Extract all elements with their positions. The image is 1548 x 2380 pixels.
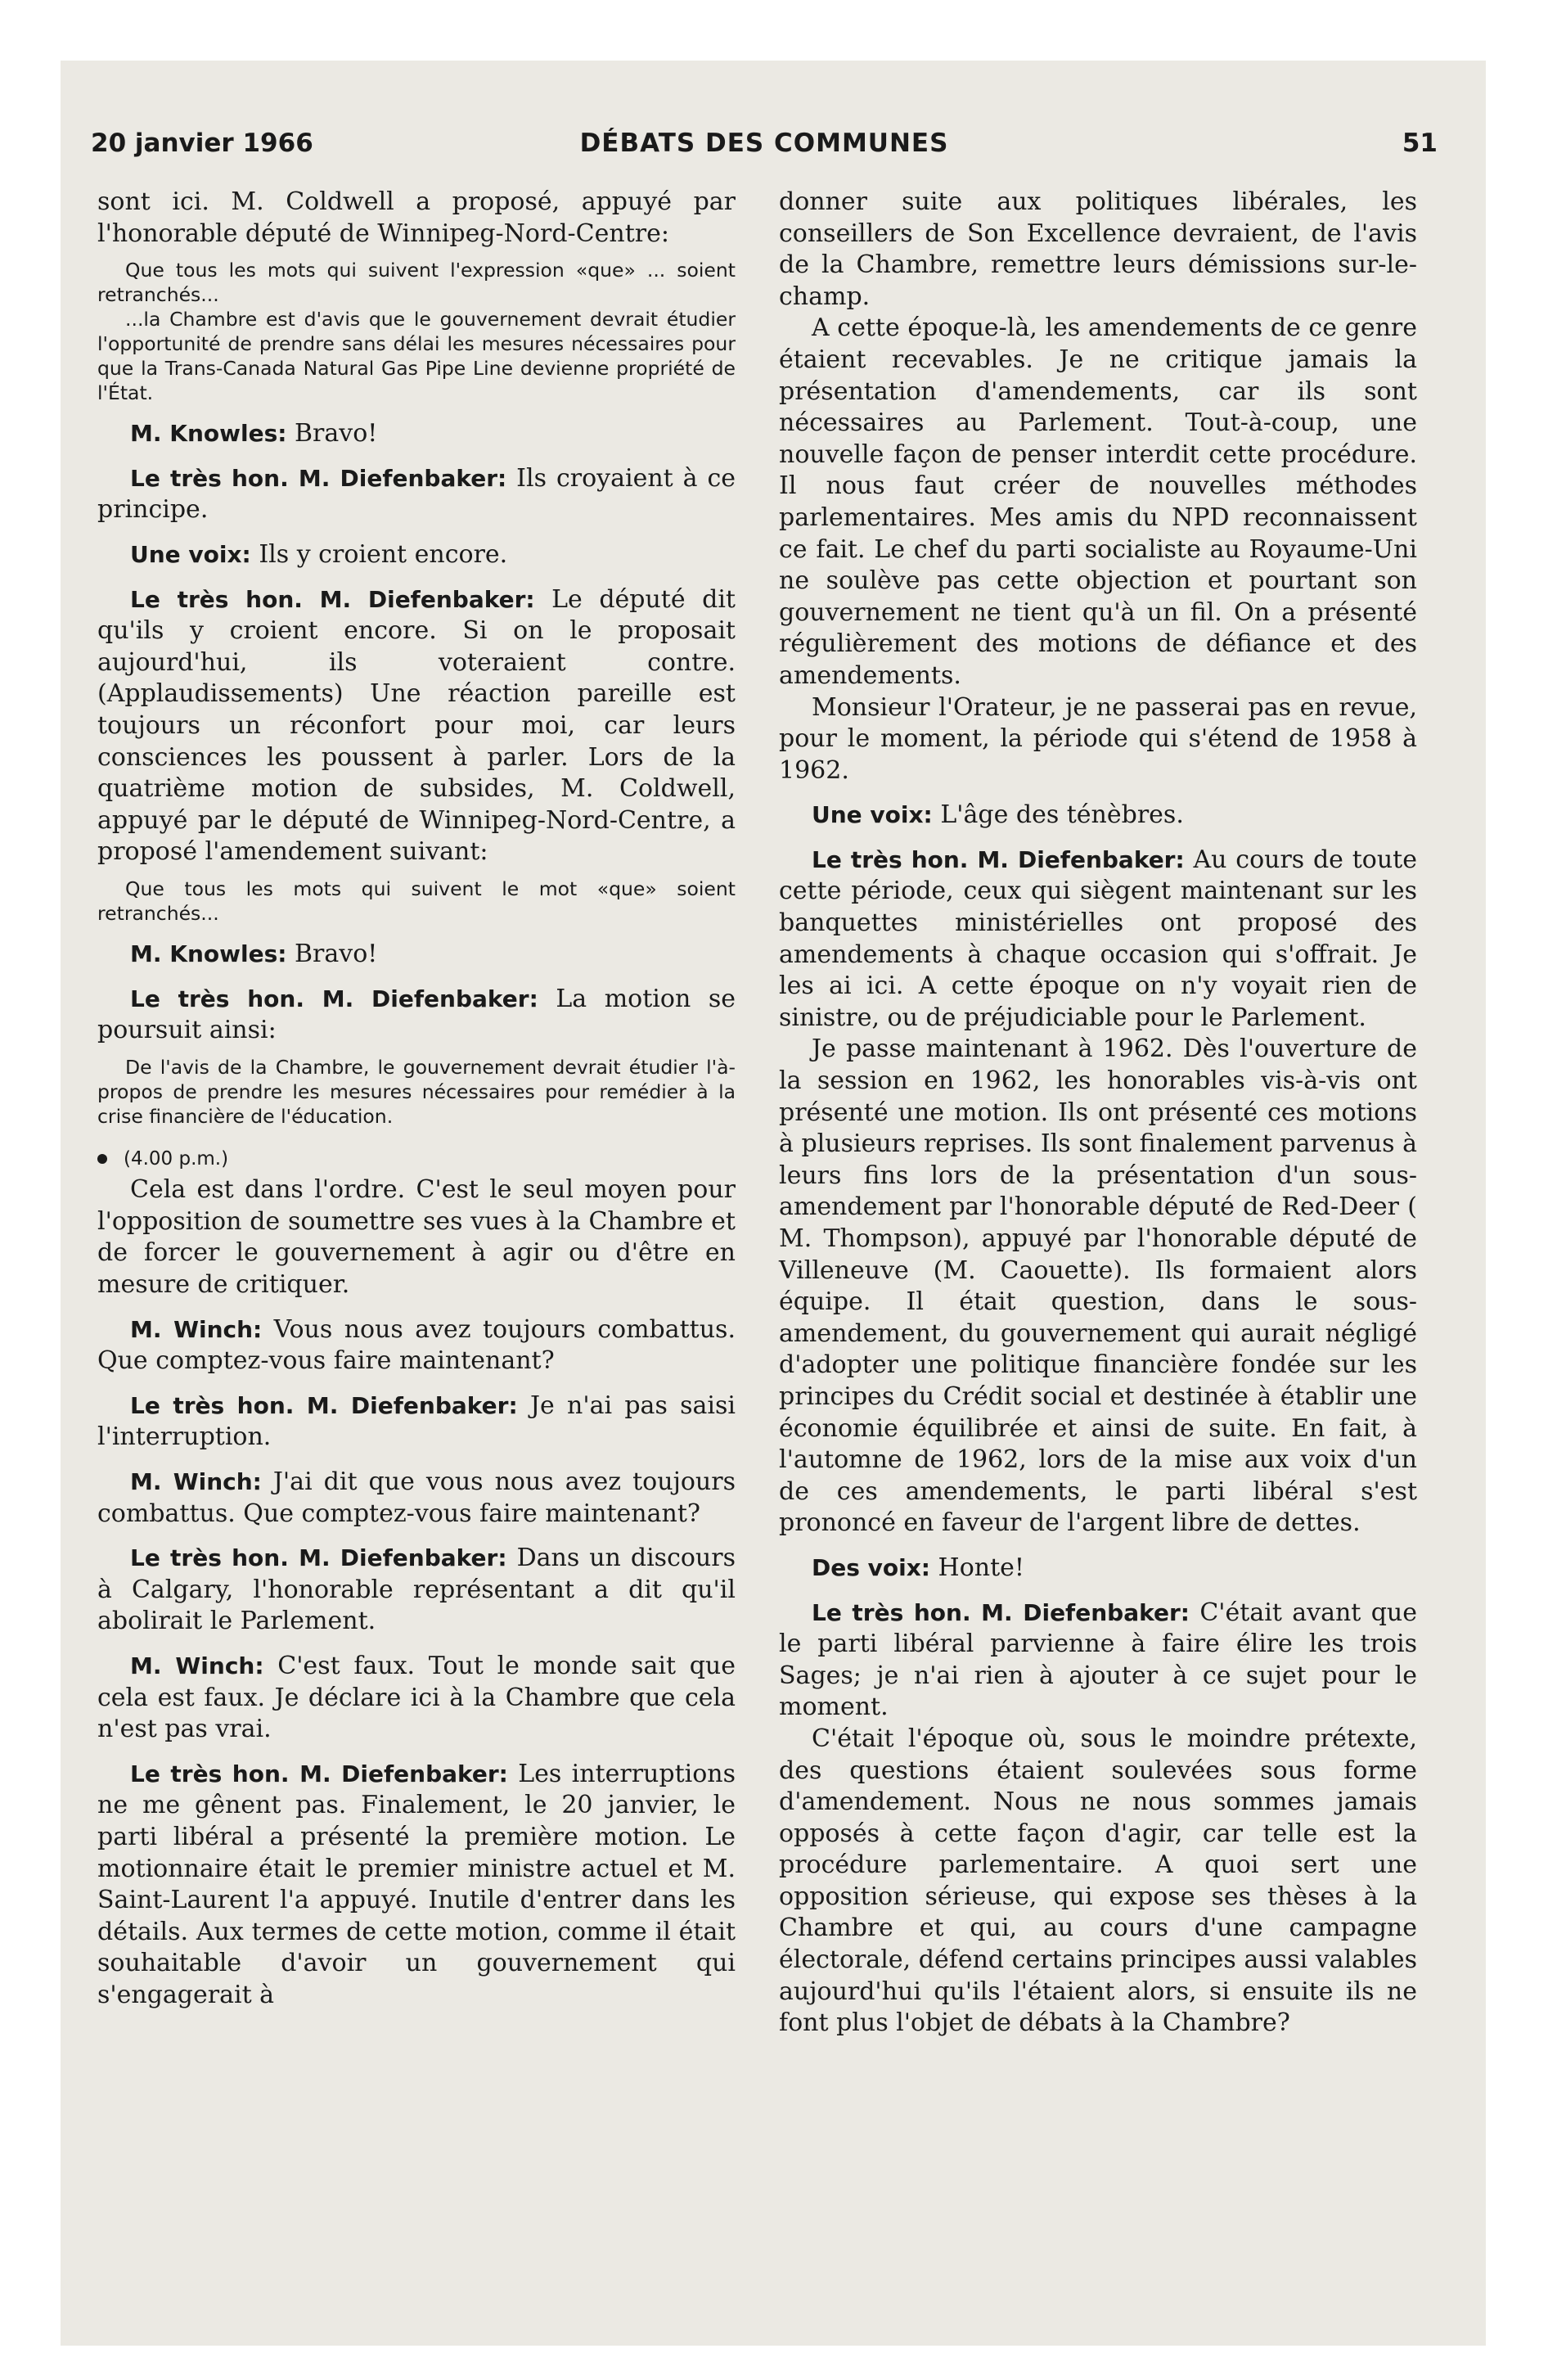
speaker-name: M. Winch:	[130, 1315, 263, 1343]
speech-paragraph	[97, 539, 736, 571]
speaker-name: Le très hon. M. Diefenbaker:	[130, 985, 538, 1012]
left-column	[97, 187, 736, 2012]
quote-paragraph: ...la Chambre est d'avis que le gouvernement devrait étudier l'opportunité de prendre sans délai les mesures nécessaires pour que la Trans-Canada Natural Gas Pipe Line devienne propriété de l'État.	[97, 308, 736, 405]
page-number: 51	[1402, 128, 1438, 158]
quote-paragraph: De l'avis de la Chambre, le gouvernement devrait étudier l'à-propos de prendre les mesures nécessaires pour remédier à la crise financière de l'éducation.	[97, 1055, 736, 1128]
speech-text: Honte!	[938, 1553, 1024, 1582]
speaker-name: Le très hon. M. Diefenbaker:	[812, 845, 1185, 873]
speech-paragraph	[97, 1543, 736, 1638]
time-text: (4.00 p.m.)	[124, 1147, 229, 1170]
speech-text: Dans un discours à Calgary, l'honorable représentant a dit qu'il abolirait le Parlement.	[97, 1544, 736, 1636]
speech-paragraph	[97, 1651, 736, 1746]
quoted-motion	[97, 1055, 736, 1129]
speech-text: Bravo!	[294, 939, 378, 968]
body-paragraph: Je passe maintenant à 1962. Dès l'ouverture de la session en 1962, les honorables vis-à-vis ont présenté une motion. Ils ont présenté ces motions à plusieurs reprises. Ils sont finalement parvenus à leurs fins lors de la présentation d'un sous-amendement par l'honorable député de Red-Deer ( M. Thompson), appuyé par l'honorable député de Villeneuve (M. Caouette). Ils formaient alors équipe. Il était question, dans le sous-amendement, du gouvernement qui aurait négligé d'adopter une politique financière fondée sur les principes du Crédit social et destinée à établir une économie équilibrée et ainsi de suite. En fait, à l'automne de 1962, lors de la mise aux voix d'un de ces amendements, le parti libéral s'est prononcé en faveur de l'argent libre de dettes.	[779, 1034, 1417, 1538]
speech-text: Bravo!	[294, 419, 378, 449]
speech-paragraph	[97, 1314, 736, 1377]
speech-text: C'est faux. Tout le monde sait que cela est faux. Je déclare ici à la Chambre que cela n'est pas vrai.	[97, 1652, 736, 1744]
body-paragraph: sont ici. M. Coldwell a proposé, appuyé par l'honorable député de Winnipeg-Nord-Centre:	[97, 187, 736, 248]
speaker-name: M. Knowles:	[130, 420, 287, 448]
speech-text: L'âge des ténèbres.	[940, 800, 1184, 830]
speech-paragraph	[97, 1391, 736, 1454]
speech-text: J'ai dit que vous nous avez toujours combattus. Que comptez-vous faire maintenant?	[97, 1467, 736, 1528]
speech-paragraph	[779, 845, 1417, 1034]
speaker-name: Le très hon. M. Diefenbaker:	[130, 1760, 508, 1787]
speech-text: Ils y croient encore.	[259, 539, 508, 569]
speech-paragraph	[779, 1553, 1417, 1584]
speech-paragraph	[97, 1467, 736, 1530]
speaker-name: Des voix:	[812, 1553, 930, 1581]
speaker-name: Le très hon. M. Diefenbaker:	[130, 1391, 518, 1419]
speaker-name: Une voix:	[812, 801, 933, 829]
body-paragraph: A cette époque-là, les amendements de ce genre étaient recevables. Je ne critique jamais la présentation d'amendements, car ils sont nécessaires au Parlement. Tout-à-coup, une nouvelle façon de penser interdit cette procédure. Il nous faut créer de nouvelles méthodes parlementaires. Mes amis du NPD reconnaissent ce fait. Le chef du parti socialiste au Royaume-Uni ne soulève pas cette objection et pourtant son gouvernement ne tient qu'à un fil. On a présenté régulièrement des motions de défiance et des amendements.	[779, 313, 1417, 690]
speech-paragraph	[97, 984, 736, 1047]
quote-paragraph: Que tous les mots qui suivent le mot «que» soient retranchés...	[97, 877, 736, 925]
body-paragraph: donner suite aux politiques libérales, les conseillers de Son Excellence devraient, de l'avis de la Chambre, remettre leurs démissions sur-le-champ.	[779, 187, 1417, 311]
bullet-icon	[97, 1154, 107, 1164]
quoted-motion	[97, 877, 736, 926]
body-paragraph: C'était l'époque où, sous le moindre prétexte, des questions étaient soulevées sous forme d'amendement. Nous ne nous sommes jamais opposés à cette façon d'agir, car telle est la procédure parlementaire. A quoi sert une opposition sérieuse, qui expose ses thèses à la Chambre et qui, au cours d'une campagne électorale, défend certains principes aussi valables aujourd'hui qu'ils l'étaient alors, si ensuite ils ne font plus l'objet de débats à la Chambre?	[779, 1724, 1417, 2038]
header-title: DÉBATS DES COMMUNES	[579, 128, 949, 158]
page-header	[91, 128, 1438, 169]
speech-paragraph	[97, 939, 736, 971]
speaker-name: Le très hon. M. Diefenbaker:	[812, 1598, 1190, 1626]
speech-paragraph	[779, 1598, 1417, 1724]
speech-text: C'était avant que le parti libéral parvienne à faire élire les trois Sages; je n'ai rien à ajouter à ce sujet pour le moment.	[779, 1598, 1417, 1722]
speech-paragraph	[97, 1759, 736, 2012]
speech-text: La motion se poursuit ainsi:	[97, 984, 736, 1045]
speech-paragraph	[779, 800, 1417, 832]
body-paragraph: Monsieur l'Orateur, je ne passerai pas en revue, pour le moment, la période qui s'étend de 1958 à 1962.	[779, 692, 1417, 785]
speaker-name: Le très hon. M. Diefenbaker:	[130, 464, 507, 492]
header-date: 20 janvier 1966	[91, 128, 313, 158]
right-column	[779, 187, 1417, 2040]
speaker-name: M. Winch:	[130, 1468, 262, 1496]
quoted-motion	[97, 258, 736, 405]
speaker-name: Le très hon. M. Diefenbaker:	[130, 1544, 507, 1572]
speech-text: Vous nous avez toujours combattus. Que comptez-vous faire maintenant?	[97, 1314, 736, 1376]
quote-paragraph: Que tous les mots qui suivent l'expression «que» ... soient retranchés...	[97, 259, 736, 307]
body-paragraph: Cela est dans l'ordre. C'est le seul moyen pour l'opposition de soumettre ses vues à la Chambre et de forcer le gouvernement à agir ou d'être en mesure de critiquer.	[97, 1175, 736, 1300]
speaker-name: M. Knowles:	[130, 940, 287, 967]
speech-text: Les interruptions ne me gênent pas. Finalement, le 20 janvier, le parti libéral a présenté la première motion. Le motionnaire était le premier ministre actuel et M. Saint-Laurent l'a appuyé. Inutile d'entrer dans les détails. Aux termes de cette motion, comme il était souhaitable d'avoir un gouvernement qui s'engagerait à	[97, 1759, 736, 2009]
speech-text: Ils croyaient à ce principe.	[97, 463, 736, 525]
speaker-name: Le très hon. M. Diefenbaker:	[130, 585, 535, 613]
speech-paragraph	[97, 584, 736, 868]
speech-text: Je n'ai pas saisi l'interruption.	[97, 1391, 736, 1452]
speech-text: Au cours de toute cette période, ceux qui siègent maintenant sur les banquettes ministérielles ont proposé des amendements à chaque occasion qui s'offrait. Je les ai ici. A cette époque on n'y voyait rien de sinistre, ou de préjudiciable pour le Parlement.	[779, 845, 1417, 1032]
speech-text: Le député dit qu'ils y croient encore. Si on le proposait aujourd'hui, ils voteraient contre. (Applaudissements) Une réaction pareille est toujours un réconfort pour moi, car leurs consciences les poussent à parler. Lors de la quatrième motion de subsides, M. Coldwell, appuyé par le député de Winnipeg-Nord-Centre, a proposé l'amendement suivant:	[97, 584, 736, 867]
speech-paragraph	[97, 418, 736, 450]
speech-paragraph	[97, 463, 736, 526]
speaker-name: M. Winch:	[130, 1652, 264, 1679]
speaker-name: Une voix:	[130, 540, 251, 568]
time-marker	[97, 1143, 736, 1175]
